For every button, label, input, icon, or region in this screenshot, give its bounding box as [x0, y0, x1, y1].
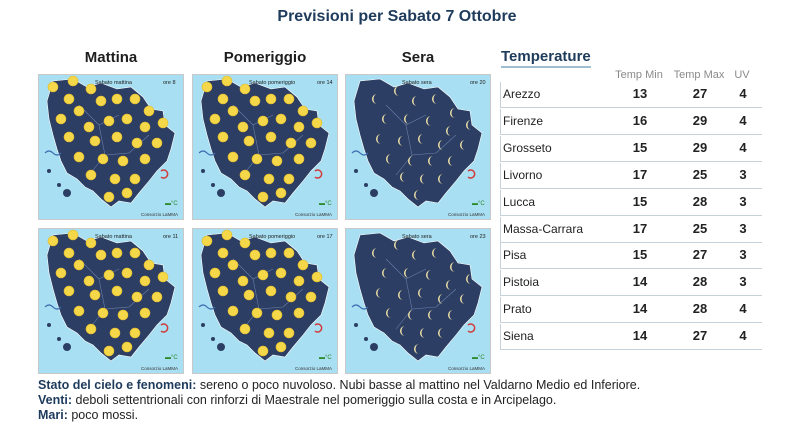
sun-icon: [110, 174, 120, 184]
island-shape: [47, 169, 51, 173]
sun-icon: [210, 114, 220, 124]
sun-icon: [240, 170, 250, 180]
sun-icon: [286, 292, 296, 302]
wind-arrow-icon: [468, 324, 475, 332]
temperature-row: [500, 136, 762, 162]
sun-icon: [266, 286, 276, 296]
temp-min: 15: [632, 139, 648, 155]
sun-icon: [228, 152, 238, 162]
sun-icon: [294, 154, 304, 164]
sun-icon: [122, 188, 132, 198]
map-unit: ▬°C: [165, 201, 178, 207]
temp-max: 27: [692, 86, 708, 101]
sun-icon: [48, 236, 58, 246]
wind-arrow-icon: [315, 170, 322, 178]
map-credit: Consorzio LaMMA: [295, 366, 333, 371]
sun-icon: [104, 116, 114, 126]
temp-min: 13: [632, 86, 648, 101]
temp-min: 14: [632, 274, 648, 290]
sun-icon: [84, 276, 94, 286]
island-shape: [57, 337, 61, 341]
sun-icon: [294, 308, 304, 318]
island-shape: [370, 189, 378, 197]
sun-icon: [228, 306, 238, 316]
sun-icon: [64, 94, 74, 104]
temperature-row: [500, 82, 762, 108]
sun-icon: [96, 96, 106, 106]
sun-icon: [252, 308, 262, 318]
sun-icon: [64, 132, 74, 142]
sun-icon: [74, 106, 84, 116]
map-unit: ▬°C: [472, 355, 485, 361]
temp-min: 14: [632, 301, 648, 317]
sun-icon: [56, 268, 66, 278]
temperature-row: [500, 109, 762, 135]
sun-icon: [110, 328, 120, 338]
map-label: Sabato sera: [402, 80, 432, 86]
sun-icon: [158, 272, 168, 282]
sun-icon: [276, 188, 286, 198]
map-unit: ▬°C: [319, 355, 332, 361]
note-sea-label: Mari:: [38, 408, 68, 422]
temp-min: 17: [632, 220, 648, 236]
sun-icon: [112, 286, 122, 296]
sun-icon: [218, 132, 228, 142]
temp-max: 28: [692, 193, 708, 209]
sun-icon: [122, 268, 132, 278]
sun-icon: [284, 328, 294, 338]
map-hour: ore 8: [163, 80, 176, 86]
forecast-notes: [38, 378, 778, 423]
note-sea: [38, 408, 778, 423]
sun-icon: [96, 250, 106, 260]
map-label: Sabato pomeriggio: [249, 234, 296, 240]
sun-icon: [118, 156, 128, 166]
wind-arrow-icon: [161, 324, 168, 332]
temperature-row: [500, 270, 762, 296]
uv-index: 3: [739, 247, 747, 263]
temp-min: 17: [632, 166, 648, 182]
temp-min: 14: [632, 328, 648, 344]
island-shape: [217, 189, 225, 197]
sun-icon: [74, 306, 84, 316]
island-shape: [217, 343, 225, 351]
sun-icon: [294, 122, 304, 132]
uv-index: 4: [739, 86, 747, 101]
map-credit: Consorzio LaMMA: [141, 212, 179, 217]
sun-icon: [258, 116, 268, 126]
temp-max: 29: [692, 112, 708, 128]
sun-icon: [68, 76, 78, 86]
temp-max: 27: [692, 247, 708, 263]
wind-arrow-icon: [315, 324, 322, 332]
sun-icon: [298, 106, 308, 116]
sun-icon: [90, 136, 100, 146]
sun-icon: [48, 82, 58, 92]
sun-icon: [140, 308, 150, 318]
sun-icon: [250, 96, 260, 106]
uv-index: 4: [739, 112, 747, 128]
map-label: Sabato pomeriggio: [249, 80, 296, 86]
forecast-map-6: [345, 228, 491, 374]
sun-icon: [98, 308, 108, 318]
sun-icon: [86, 324, 96, 334]
header-temp-min: Temp Min: [615, 69, 663, 81]
sun-icon: [276, 342, 286, 352]
sun-icon: [272, 156, 282, 166]
map-hour: ore 23: [470, 234, 486, 240]
sun-icon: [112, 248, 122, 258]
city-name: Pisa: [503, 248, 527, 263]
sun-icon: [266, 248, 276, 258]
island-shape: [47, 323, 51, 327]
sun-icon: [210, 268, 220, 278]
sun-icon: [228, 106, 238, 116]
uv-index: 4: [739, 301, 747, 317]
sun-icon: [286, 138, 296, 148]
sun-icon: [294, 276, 304, 286]
forecast-map-3: [345, 74, 491, 220]
city-name: Firenze: [503, 113, 544, 128]
sun-icon: [84, 122, 94, 132]
island-shape: [63, 189, 71, 197]
temperature-row: [500, 297, 762, 323]
map-label: Sabato mattina: [95, 80, 132, 86]
island-shape: [211, 183, 215, 187]
sun-icon: [130, 174, 140, 184]
temp-max: 28: [692, 274, 708, 290]
sun-icon: [122, 114, 132, 124]
city-name: Arezzo: [503, 87, 541, 101]
sun-icon: [98, 154, 108, 164]
sun-icon: [266, 94, 276, 104]
note-sky-text: sereno o poco nuvoloso. Nubi basse al mattino nel Valdarno Medio ed Inferiore.: [199, 378, 641, 392]
city-name: Siena: [503, 329, 534, 344]
map-credit: Consorzio LaMMA: [448, 212, 486, 217]
sun-icon: [90, 290, 100, 300]
sun-icon: [218, 94, 228, 104]
map-unit: ▬°C: [319, 201, 332, 207]
sun-icon: [152, 138, 162, 148]
uv-index: 3: [739, 193, 747, 209]
map-label: Sabato mattina: [95, 234, 132, 240]
sun-icon: [244, 136, 254, 146]
temp-max: 25: [692, 220, 708, 236]
sun-icon: [312, 272, 322, 282]
sun-icon: [298, 260, 308, 270]
island-shape: [370, 343, 378, 351]
temp-max: 25: [692, 166, 708, 182]
sun-icon: [64, 286, 74, 296]
sun-icon: [218, 286, 228, 296]
sun-icon: [238, 276, 248, 286]
sun-icon: [64, 248, 74, 258]
sun-icon: [222, 230, 232, 240]
map-credit: Consorzio LaMMA: [448, 366, 486, 371]
sun-icon: [132, 138, 142, 148]
island-shape: [364, 183, 368, 187]
column-head-mattina: Mattina: [84, 49, 138, 66]
city-name: Livorno: [503, 167, 543, 182]
note-wind: [38, 393, 778, 408]
sun-icon: [104, 192, 114, 202]
sun-icon: [104, 346, 114, 356]
sun-icon: [284, 248, 294, 258]
temp-min: 15: [632, 247, 648, 263]
map-hour: ore 17: [317, 234, 333, 240]
sun-icon: [240, 324, 250, 334]
note-sky-label: Stato del cielo e fenomeni:: [38, 378, 197, 392]
sun-icon: [158, 118, 168, 128]
sun-icon: [202, 236, 212, 246]
sun-icon: [258, 270, 268, 280]
column-head-pomeriggio: Pomeriggio: [223, 49, 307, 66]
sun-icon: [130, 328, 140, 338]
sun-icon: [306, 138, 316, 148]
sun-icon: [130, 94, 140, 104]
map-unit: ▬°C: [165, 355, 178, 361]
sun-icon: [244, 290, 254, 300]
sun-icon: [228, 260, 238, 270]
sun-icon: [144, 106, 154, 116]
map-unit: ▬°C: [472, 201, 485, 207]
sun-icon: [276, 114, 286, 124]
sun-icon: [276, 268, 286, 278]
sun-icon: [250, 250, 260, 260]
uv-index: 3: [739, 166, 747, 182]
temperature-row: [500, 163, 762, 189]
sun-icon: [122, 342, 132, 352]
sun-icon: [218, 248, 228, 258]
forecast-map-2: [192, 74, 338, 220]
note-wind-label: Venti:: [38, 393, 73, 407]
map-hour: ore 11: [163, 234, 179, 240]
temp-max: 29: [692, 139, 708, 155]
city-name: Massa-Carrara: [503, 221, 584, 236]
sun-icon: [238, 122, 248, 132]
island-shape: [201, 323, 205, 327]
sun-icon: [118, 310, 128, 320]
note-sky: [38, 378, 778, 393]
sun-icon: [68, 230, 78, 240]
forecast-map-5: [192, 228, 338, 374]
sun-icon: [202, 82, 212, 92]
sun-icon: [312, 118, 322, 128]
sun-icon: [284, 174, 294, 184]
map-credit: Consorzio LaMMA: [141, 366, 179, 371]
temperature-title: Temperature: [501, 48, 591, 68]
sun-icon: [144, 260, 154, 270]
temperature-row: [500, 217, 762, 243]
sun-icon: [140, 154, 150, 164]
island-shape: [211, 337, 215, 341]
sun-icon: [264, 174, 274, 184]
temperature-row: [500, 324, 762, 350]
map-hour: ore 20: [470, 80, 486, 86]
uv-index: 4: [739, 139, 747, 155]
sun-icon: [104, 270, 114, 280]
sun-icon: [252, 154, 262, 164]
sun-icon: [222, 76, 232, 86]
city-name: Grosseto: [503, 140, 552, 155]
sun-icon: [130, 248, 140, 258]
temp-max: 27: [692, 328, 708, 344]
uv-index: 3: [739, 274, 747, 290]
forecast-map-4: [38, 228, 184, 374]
sun-icon: [258, 346, 268, 356]
sun-icon: [74, 260, 84, 270]
wind-arrow-icon: [161, 170, 168, 178]
map-credit: Consorzio LaMMA: [295, 212, 333, 217]
temp-min: 15: [632, 193, 648, 209]
sun-icon: [140, 122, 150, 132]
city-name: Lucca: [503, 194, 536, 209]
sun-icon: [284, 94, 294, 104]
island-shape: [354, 323, 358, 327]
island-shape: [63, 343, 71, 351]
city-name: Prato: [503, 302, 532, 317]
sun-icon: [264, 328, 274, 338]
temp-min: 16: [632, 112, 648, 128]
forecast-map-1: [38, 74, 184, 220]
temperature-row: [500, 243, 762, 269]
temp-max: 28: [692, 301, 708, 317]
sun-icon: [306, 292, 316, 302]
note-wind-text: deboli settentrionali con rinforzi di Maestrale nel pomeriggio sulla costa e in Arcipelago.: [75, 393, 557, 407]
header-temp-max: Temp Max: [673, 69, 725, 81]
sun-icon: [272, 310, 282, 320]
sun-icon: [258, 192, 268, 202]
city-name: Pistoia: [503, 275, 540, 290]
sun-icon: [132, 292, 142, 302]
temperature-row: [500, 190, 762, 216]
sun-icon: [74, 152, 84, 162]
map-label: Sabato sera: [402, 234, 432, 240]
sun-icon: [56, 114, 66, 124]
uv-index: 3: [739, 220, 747, 236]
island-shape: [354, 169, 358, 173]
wind-arrow-icon: [468, 170, 475, 178]
map-hour: ore 14: [317, 80, 333, 86]
note-sea-text: poco mossi.: [71, 408, 139, 422]
sun-icon: [112, 94, 122, 104]
island-shape: [364, 337, 368, 341]
column-head-sera: Sera: [401, 49, 435, 66]
sun-icon: [152, 292, 162, 302]
island-shape: [201, 169, 205, 173]
island-shape: [57, 183, 61, 187]
page-title: Previsioni per Sabato 7 Ottobre: [277, 8, 517, 25]
sun-icon: [140, 276, 150, 286]
sun-icon: [266, 132, 276, 142]
uv-index: 4: [739, 328, 747, 344]
sun-icon: [86, 170, 96, 180]
sun-icon: [112, 132, 122, 142]
header-uv: UV: [734, 69, 750, 81]
